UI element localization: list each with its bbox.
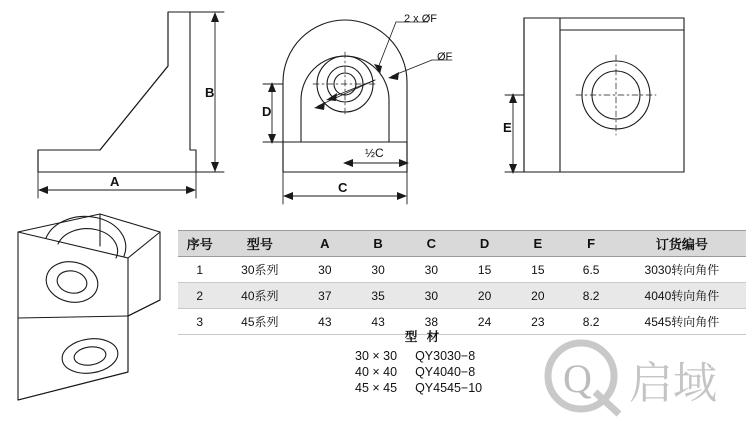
label-callout-f: ØF xyxy=(437,51,453,63)
view-front-boss xyxy=(283,20,407,172)
view-right-bore xyxy=(524,18,684,172)
th-no: 序号 xyxy=(178,231,221,257)
th-b: B xyxy=(351,231,404,257)
th-model: 型号 xyxy=(221,231,298,257)
cell-no: 1 xyxy=(178,257,221,283)
cell-order: 3030转向角件 xyxy=(618,257,746,283)
cell-a: 30 xyxy=(298,257,351,283)
cell-c: 30 xyxy=(405,257,458,283)
cell-b: 30 xyxy=(351,257,404,283)
spec-table xyxy=(178,230,746,335)
material-list xyxy=(355,327,482,396)
label-dim-b: B xyxy=(205,85,215,100)
material-title: 型 材 xyxy=(404,330,443,344)
cell-f: 8.2 xyxy=(564,283,617,309)
cell-e: 23 xyxy=(511,309,564,335)
brand-logo xyxy=(533,336,743,422)
logo-text: 启域 xyxy=(629,359,717,408)
cell-model: 45系列 xyxy=(221,309,298,335)
label-dim-d: D xyxy=(262,104,272,119)
cell-c: 30 xyxy=(405,283,458,309)
cell-d: 20 xyxy=(458,283,511,309)
cell-f: 8.2 xyxy=(564,309,617,335)
cell-e: 15 xyxy=(511,257,564,283)
dimension-half-c xyxy=(343,159,409,167)
view-isometric xyxy=(18,214,160,400)
table-row xyxy=(178,257,746,283)
cell-e: 20 xyxy=(511,283,564,309)
cell-a: 43 xyxy=(298,309,351,335)
material-code: QY4545−10 xyxy=(415,381,483,395)
th-f: F xyxy=(564,231,617,257)
material-code: QY3030−8 xyxy=(415,349,476,363)
cell-model: 40系列 xyxy=(221,283,298,309)
material-table xyxy=(355,348,482,396)
cell-no: 3 xyxy=(178,309,221,335)
th-order: 订货编号 xyxy=(618,231,746,257)
cell-f: 6.5 xyxy=(564,257,617,283)
callout-2xf xyxy=(314,22,428,110)
label-dim-c: C xyxy=(338,180,348,195)
th-a: A xyxy=(298,231,351,257)
cell-order: 4040转向角件 xyxy=(618,283,746,309)
table-header-row xyxy=(178,231,746,257)
material-size: 40 × 40 xyxy=(355,365,398,379)
callout-f xyxy=(388,60,452,80)
material-size: 30 × 30 xyxy=(355,349,398,363)
cell-a: 37 xyxy=(298,283,351,309)
label-dim-a: A xyxy=(110,174,120,189)
table-row xyxy=(178,283,746,309)
material-row xyxy=(355,364,482,380)
label-dim-e: E xyxy=(503,120,512,135)
logo-mark: Q xyxy=(563,356,592,401)
cell-c: 38 xyxy=(405,309,458,335)
label-dim-half-c: ½C xyxy=(365,146,384,160)
th-c: C xyxy=(405,231,458,257)
cell-order: 4545转向角件 xyxy=(618,309,746,335)
th-e: E xyxy=(511,231,564,257)
label-callout-2xf: 2 x ØF xyxy=(404,13,438,25)
cell-model: 30系列 xyxy=(221,257,298,283)
view-side-profile xyxy=(38,12,196,172)
cell-no: 2 xyxy=(178,283,221,309)
cell-b: 43 xyxy=(351,309,404,335)
cell-d: 24 xyxy=(458,309,511,335)
th-d: D xyxy=(458,231,511,257)
cell-b: 35 xyxy=(351,283,404,309)
material-size: 45 × 45 xyxy=(355,381,398,395)
material-row xyxy=(355,348,482,364)
material-code: QY4040−8 xyxy=(415,365,476,379)
material-row xyxy=(355,380,482,396)
cell-d: 15 xyxy=(458,257,511,283)
